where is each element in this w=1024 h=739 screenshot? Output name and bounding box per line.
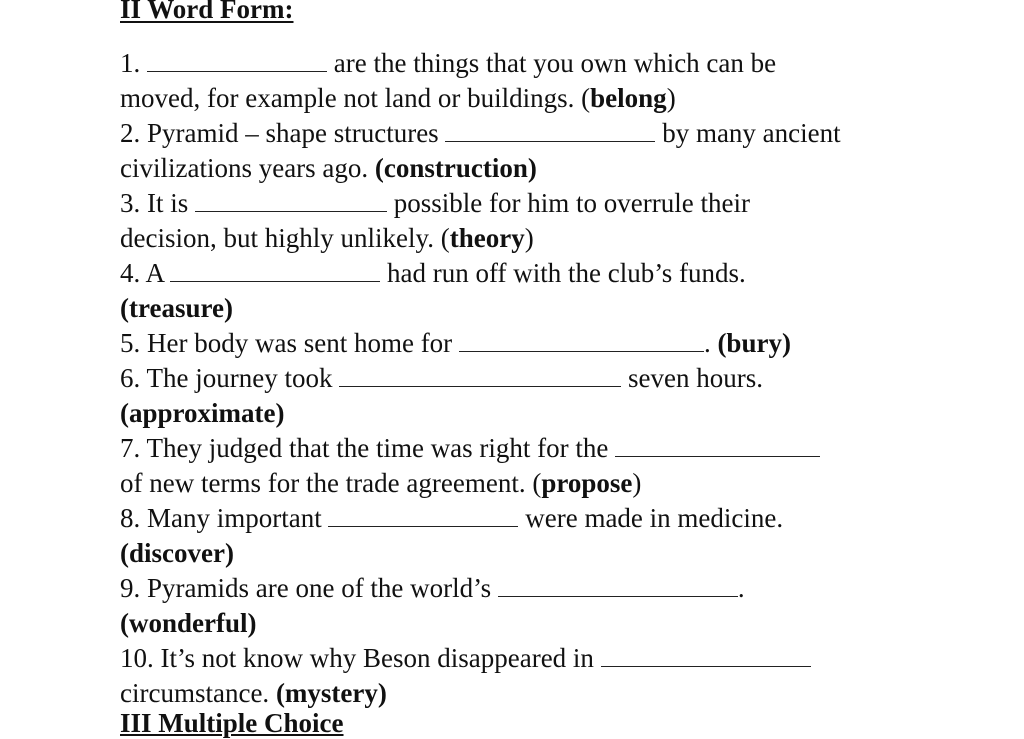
question-1-line-1: 1. are the things that you own which can be [120,48,777,78]
question-3-line-2: decision, but highly unlikely. (theory) [120,223,534,253]
answer-blank-4[interactable] [170,259,380,282]
answer-blank-8[interactable] [328,504,518,527]
question-1-line-2: moved, for example not land or buildings. (belong) [120,83,676,113]
hint-word-5: (bury) [717,328,791,358]
question-5-line-1: 5. Her body was sent home for . (bury) [120,328,791,358]
hint-word-1: belong [590,83,667,113]
question-8-line-2 [120,536,234,570]
hint-word-6: (approximate) [120,398,285,428]
answer-blank-3[interactable] [195,189,387,212]
answer-blank-1[interactable] [147,49,327,72]
question-9-line-2 [120,606,257,640]
question-6-line-1: 6. The journey took seven hours. [120,363,763,393]
question-7-line-1: 7. They judged that the time was right for the [120,431,820,465]
question-7-line-2: of new terms for the trade agreement. (propose) [120,468,642,498]
question-2-line-1: 2. Pyramid – shape structures by many ancient [120,118,841,148]
answer-blank-10[interactable] [601,644,811,667]
question-6-line-2 [120,396,284,430]
hint-word-4: (treasure) [120,293,233,323]
answer-blank-7[interactable] [615,434,820,457]
question-9-line-1: 9. Pyramids are one of the world’s . [120,573,745,603]
question-4-line-2 [120,291,233,325]
next-section-title: III Multiple Choice [120,708,344,738]
question-4-line-1: 4. A had run off with the club’s funds. [120,258,746,288]
section-title: II Word Form: [120,0,294,24]
question-2-line-2: civilizations years ago. (construction) [120,153,537,183]
answer-blank-9[interactable] [498,574,738,597]
question-10-line-1: 10. It’s not know why Beson disappeared in [120,641,811,675]
answer-blank-6[interactable] [339,364,621,387]
hint-word-10: (mystery) [275,678,387,708]
hint-word-9: (wonderful) [120,608,257,638]
question-10-line-2: circumstance. (mystery) [120,678,387,708]
hint-word-7: propose [541,468,633,498]
answer-blank-2[interactable] [445,119,655,142]
hint-word-3: theory [449,223,525,253]
answer-blank-5[interactable] [459,329,704,352]
hint-word-8: (discover) [120,538,234,568]
question-3-line-1: 3. It is possible for him to overrule their [120,188,750,218]
hint-word-2: (construction) [374,153,537,183]
question-8-line-1: 8. Many important were made in medicine. [120,503,784,533]
